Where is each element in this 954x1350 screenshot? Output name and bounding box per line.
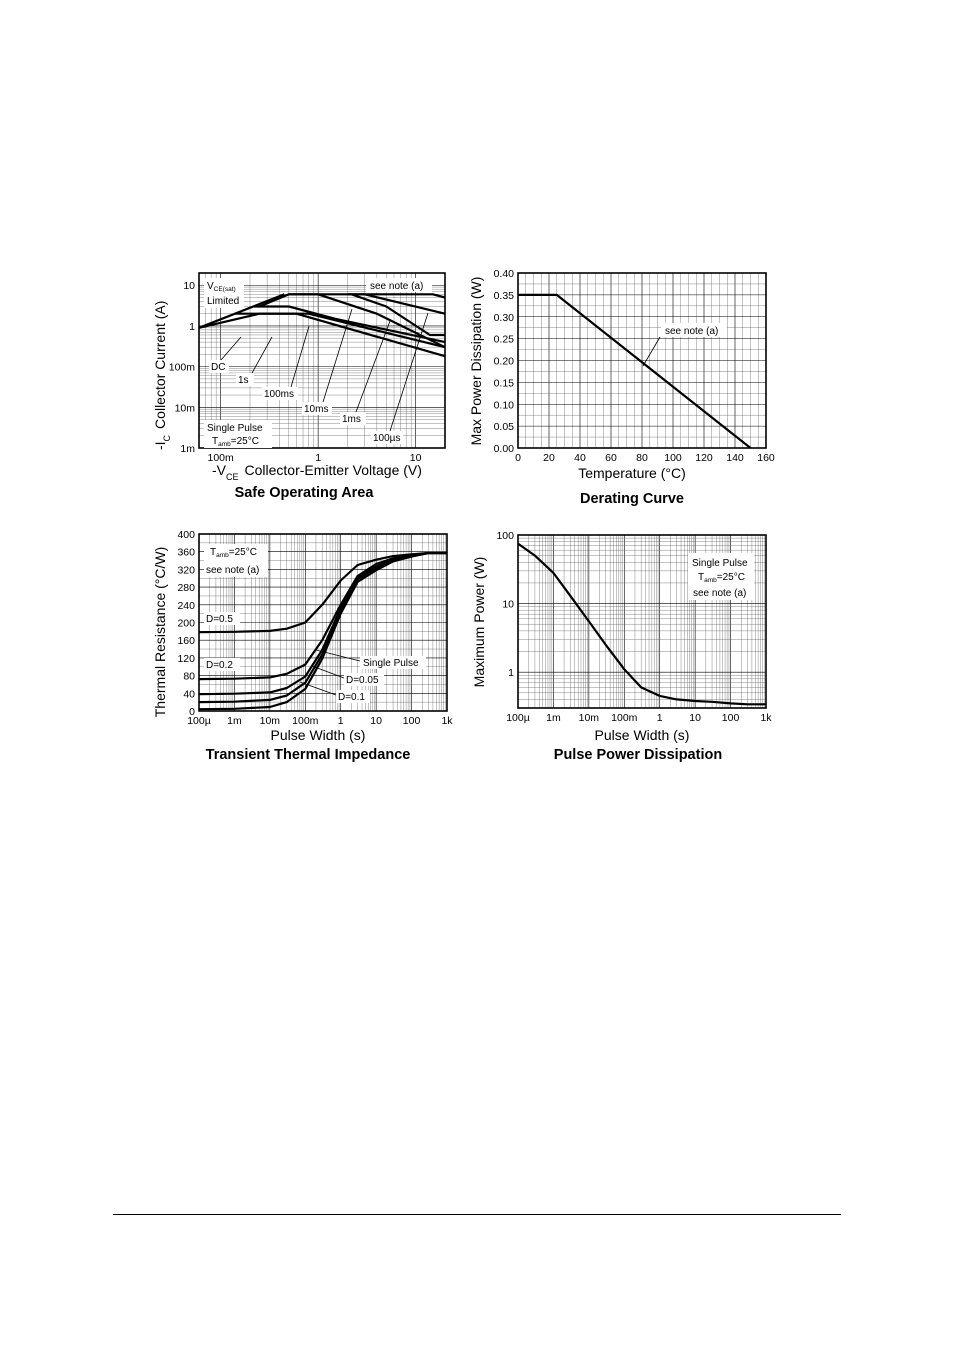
- y-tick-label: 0.35: [493, 289, 514, 302]
- derating-title: Derating Curve: [580, 491, 684, 507]
- x-tick-label: 80: [636, 452, 648, 464]
- derating-ylabel: Max Power Dissipation (W): [468, 276, 484, 446]
- x-tick-label: 140: [726, 452, 744, 464]
- y-tick-label: 0.30: [493, 311, 514, 324]
- soa-1s-leader: [252, 337, 272, 373]
- x-tick-label: 100µ: [506, 712, 530, 724]
- x-tick-label: 160: [757, 452, 775, 464]
- soa-100ms-label: 100ms: [264, 389, 295, 400]
- soa-100ms-leader: [291, 326, 309, 387]
- x-tick-label: 20: [543, 452, 555, 464]
- x-tick-label: 0: [515, 452, 521, 464]
- pulse-single-pulse: Single Pulse: [692, 558, 748, 569]
- transient-d02-label: D=0.2: [206, 660, 233, 671]
- soa-10ms-label: 10ms: [304, 404, 329, 415]
- x-tick-label: 10m: [578, 712, 600, 724]
- y-tick-label: 10: [183, 280, 195, 293]
- y-tick-label: 40: [183, 688, 195, 701]
- y-tick-label: 10: [502, 598, 514, 611]
- y-tick-label: 80: [183, 670, 195, 683]
- x-tick-label: 10: [409, 452, 422, 464]
- y-tick-label: 400: [177, 529, 195, 541]
- y-tick-label: 0.00: [493, 443, 514, 455]
- soa-single-pulse: Single Pulse: [207, 423, 263, 434]
- x-tick-label: 1k: [760, 712, 772, 724]
- x-tick-label: 100: [721, 712, 740, 724]
- y-tick-label: 0.25: [493, 333, 514, 346]
- y-tick-label: 0: [189, 706, 195, 718]
- y-tick-label: 100: [496, 530, 514, 542]
- y-tick-label: 1m: [180, 443, 195, 455]
- y-tick-label: 0.05: [493, 421, 514, 434]
- derating-see-note: see note (a): [665, 326, 719, 337]
- x-tick-label: 100: [402, 715, 421, 727]
- soa-xlabel: $-V_{CE}$ Collector-Emitter Voltage (V): [212, 462, 422, 482]
- x-tick-label: 10: [370, 715, 382, 727]
- transient-see-note: see note (a): [206, 565, 260, 576]
- x-tick-label: 100m: [292, 715, 319, 727]
- y-tick-label: 320: [177, 564, 195, 577]
- y-tick-label: 200: [177, 617, 195, 630]
- soa-1s-label: 1s: [238, 375, 249, 386]
- y-tick-label: 0.15: [493, 377, 514, 390]
- transient-sp-label: Single Pulse: [363, 658, 419, 669]
- soa-title: Safe Operating Area: [234, 485, 374, 501]
- transient-chart: [152, 529, 453, 763]
- soa-tamb: $T_{amb}=25^\circ C$: [212, 436, 259, 448]
- transient-d01-label: D=0.1: [338, 692, 365, 703]
- pulse-xlabel: Pulse Width (s): [594, 727, 690, 743]
- pulse-tamb: $T_{amb}=25^\circ C$: [698, 572, 745, 584]
- y-tick-label: 280: [177, 582, 195, 595]
- y-tick-label: 100m: [168, 361, 195, 374]
- derating-grid: [518, 273, 766, 448]
- soa-1ms-label: 1ms: [342, 414, 361, 425]
- x-tick-label: 1: [337, 715, 344, 727]
- derating-xlabel: Temperature (°C): [578, 465, 686, 481]
- x-tick-label: 1: [656, 712, 663, 724]
- soa-dc-leader: [221, 337, 241, 360]
- soa-ylabel: $-I_CCollector$ Current (A): [152, 300, 172, 450]
- pulse-see-note: see note (a): [693, 588, 747, 599]
- transient-tamb: $T_{amb}=25^\circ C$: [210, 547, 257, 559]
- y-tick-label: 240: [177, 599, 195, 612]
- x-tick-label: 40: [574, 452, 586, 464]
- transient-d005-label: D=0.05: [346, 675, 379, 686]
- soa-dc-label: DC: [211, 362, 226, 373]
- transient-xlabel: Pulse Width (s): [270, 727, 366, 743]
- pulse-title: Pulse Power Dissipation: [553, 747, 723, 763]
- x-tick-label: 1m: [546, 712, 561, 724]
- footer-rule: [113, 1214, 841, 1215]
- x-tick-label: 100µ: [187, 715, 211, 727]
- soa-100us-label: 100µs: [373, 433, 401, 444]
- soa-curve-limit: [352, 294, 446, 335]
- transient-title: Transient Thermal Impedance: [205, 747, 411, 763]
- y-tick-label: 0.40: [493, 268, 514, 280]
- y-tick-label: 360: [177, 546, 195, 559]
- x-tick-label: 1k: [441, 715, 453, 727]
- x-tick-label: 1: [315, 452, 322, 464]
- x-tick-label: 100: [664, 452, 682, 464]
- y-tick-label: 0.20: [493, 355, 514, 368]
- soa-limited-label: Limited: [207, 296, 240, 307]
- transient-d05-label: D=0.5: [206, 614, 233, 625]
- x-tick-label: 1m: [227, 715, 242, 727]
- x-tick-label: 10m: [259, 715, 281, 727]
- x-tick-label: 10: [689, 712, 701, 724]
- transient-ylabel: Thermal Resistance (°C/W): [152, 546, 168, 718]
- soa-chart: [152, 273, 445, 501]
- x-tick-label: 120: [695, 452, 713, 464]
- pulse-ylabel: Maximum Power (W): [471, 556, 487, 688]
- x-tick-label: 100m: [207, 452, 234, 464]
- x-tick-label: 60: [605, 452, 617, 464]
- pulse-power-chart: [471, 530, 772, 763]
- x-tick-label: 100m: [611, 712, 638, 724]
- y-tick-label: 120: [177, 652, 195, 665]
- y-tick-label: 160: [177, 635, 195, 648]
- soa-vce-label: $V_{CE(sat)}$: [207, 281, 236, 293]
- y-tick-label: 1: [508, 667, 514, 680]
- y-tick-label: 10m: [174, 402, 195, 415]
- y-tick-label: 0.10: [493, 399, 514, 412]
- y-tick-label: 1: [189, 320, 195, 333]
- soa-see-note: see note (a): [370, 281, 424, 292]
- derating-chart: [468, 268, 775, 507]
